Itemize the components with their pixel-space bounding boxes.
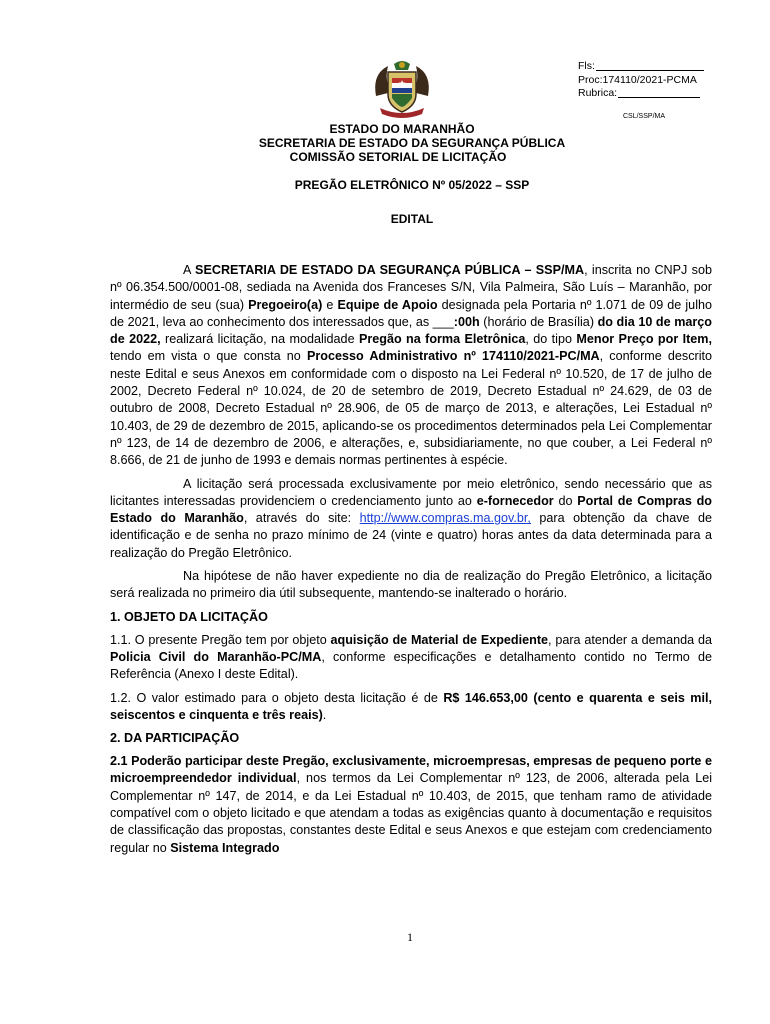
document-header (110, 122, 714, 164)
document-title: PREGÃO ELETRÔNICO Nº 05/2022 – SSP (294, 178, 530, 192)
protocol-stamp (578, 60, 738, 123)
proc-number: Proc:174110/2021-PCMA (578, 73, 697, 86)
rubrica-label: Rubrica: (578, 87, 618, 99)
clause-1-1: 1.1. O presente Pregão tem por objeto aquisição de Material de Expediente, para atender a demanda da Policia Civil do Maranhão-PC/MA, conforme especificações e detalhamento contido no Termo de Referência (Anexo I deste Edital). (110, 632, 712, 682)
header-commission: COMISSÃO SETORIAL DE LICITAÇÃO (289, 150, 507, 164)
clause-2-1: 2.1 Poderão participar deste Pregão, exclusivamente, microempresas, empresas de pequeno porte e microempreendedor individual, nos termos da Lei Complementar nº 123, de 2006, alterada pela Lei Complementar nº 147, de 2014, e da Lei Estadual nº 10.403, de 2015, que tenham ramo de atividade compatível com o objeto licitado e que atendam a todas as exigências quanto à documentação e requisitos de classificação das propostas, constantes deste Edital e seus Anexos e que estejam com credenciamento regular no Sistema Integrado (110, 754, 712, 855)
compras-portal-link[interactable]: http://www.compras.ma.gov.br, (359, 511, 531, 526)
section-2-heading: 2. DA PARTICIPAÇÃO (110, 731, 240, 746)
header-secretariat: SECRETARIA DE ESTADO DA SEGURANÇA PÚBLICA (258, 136, 566, 150)
electronic-process-paragraph: A licitação será processada exclusivamente por meio eletrônico, sendo necessário que as licitantes interessadas providenciem o credenciamento junto ao e-fornecedor do Portal de Compras do Estado do Maranhão, através do site: http://www.compras.ma.gov.br, para obtenção da chave de identificação e de senha no prazo mínimo de 24 (vinte e quatro) horas antes da data determinada para a realização do Pregão Eletrônico. (110, 476, 712, 560)
section-1-heading: 1. OBJETO DA LICITAÇÃO (110, 609, 268, 624)
intro-paragraph: A SECRETARIA DE ESTADO DA SEGURANÇA PÚBLICA – SSP/MA, inscrita no CNPJ sob nº 06.354.500/0001-08, sediada na Avenida dos Franceses S/N, Vila Palmeira, São Luís – Maranhão, por intermédio de seu (sua) Pregoeiro(a) e Equipe de Apoio designada pela Portaria nº 1.071 de 09 de julho de 2021, leva ao conhecimento dos interessados que, as ___:00h (horário de Brasília) do dia 10 de março de 2022, realizará licitação, na modalidade Pregão na forma Eletrônica, do tipo Menor Preço por Item, tendo em vista o que consta no Processo Administrativo nº 174110/2021-PC/MA, conforme descrito neste Edital e seus Anexos em conformidade com o disposto na Lei Federal nº 10.520, de 17 de julho de 2002, Decreto Federal nº 10.024, de 20 de setembro de 2019, Decreto Estadual nº 24.629, de 03 de outubro de 2008, Decreto Estadual nº 28.906, de 05 de março de 2013, e alterações, Lei Estadual nº 10.403, de 29 de dezembro de 2015, aplicando-se os procedimentos determinados pela Lei Complementar nº 123, de 14 de dezembro de 2006, e alterações, e, subsidiariamente, no que couber, a Lei Federal nº 8.666, de 21 de junho de 1993 e demais normas pertinentes à espécie. (110, 263, 713, 468)
no-business-day-paragraph: Na hipótese de não haver expediente no dia de realização do Pregão Eletrônico, a licitação será realizada no primeiro dia útil subsequente, mantendo-se inalterado o horário. (110, 569, 712, 601)
fls-label: Fls: (578, 60, 595, 72)
office-code: CSL/SSP/MA (623, 112, 666, 120)
document-body (110, 262, 712, 863)
rubrica-blank (618, 87, 700, 98)
document-subtitle: EDITAL (390, 212, 434, 226)
clause-1-2: 1.2. O valor estimado para o objeto desta licitação é de R$ 146.653,00 (cento e quarenta e seis mil, seiscentos e cinquenta e três reais). (110, 690, 712, 722)
header-state: ESTADO DO MARANHÃO (329, 122, 475, 136)
page-number: 1 (407, 930, 413, 944)
state-coat-of-arms-icon (370, 56, 434, 120)
fls-blank (596, 60, 704, 71)
